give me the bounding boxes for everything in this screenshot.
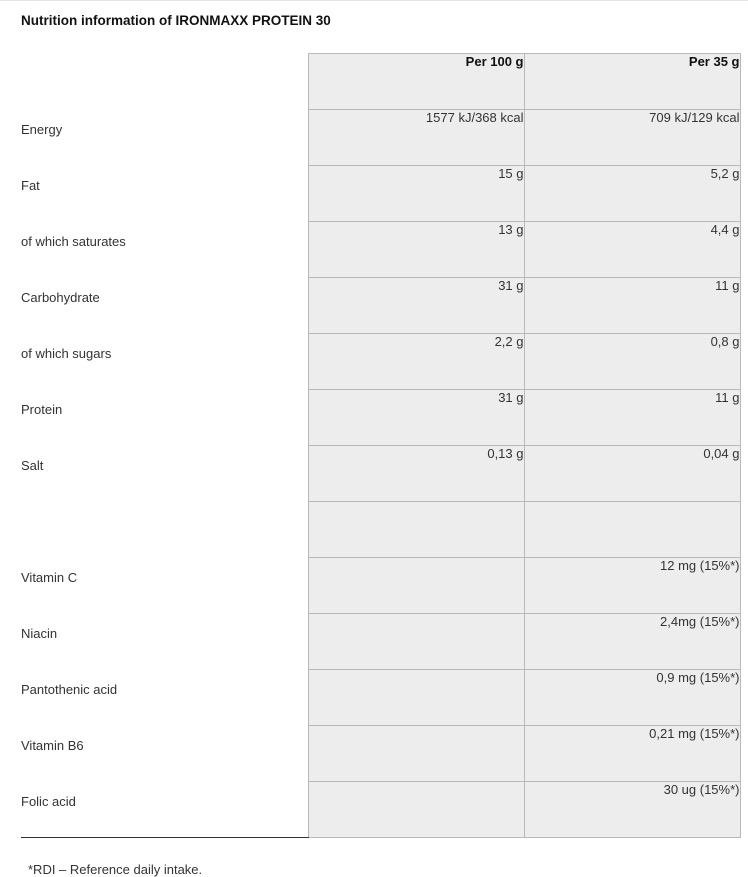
table-row [21, 670, 740, 726]
value-per-35g [524, 502, 740, 558]
value-per-100g: 1577 kJ/368 kcal [308, 110, 524, 166]
nutrient-label: of which sugars [21, 334, 308, 390]
nutrient-label: Niacin [21, 614, 308, 670]
header-per-35g: Per 35 g [524, 54, 740, 110]
table-row [21, 390, 740, 446]
value-per-35g: 0,9 mg (15%*) [524, 670, 740, 726]
nutrient-label: Carbohydrate [21, 278, 308, 334]
table-row [21, 502, 740, 558]
table-row [21, 614, 740, 670]
value-per-100g [308, 614, 524, 670]
value-per-100g [308, 670, 524, 726]
table-row [21, 110, 740, 166]
table-row [21, 166, 740, 222]
value-per-100g [308, 502, 524, 558]
value-per-100g [308, 726, 524, 782]
table-row [21, 222, 740, 278]
table-row [21, 446, 740, 502]
table-header-row [21, 54, 740, 110]
table-row [21, 558, 740, 614]
value-per-100g: 13 g [308, 222, 524, 278]
nutrient-label: Pantothenic acid [21, 670, 308, 726]
table-row [21, 726, 740, 782]
value-per-35g: 30 ug (15%*) [524, 782, 740, 838]
value-per-35g: 709 kJ/129 kcal [524, 110, 740, 166]
value-per-35g: 11 g [524, 390, 740, 446]
value-per-35g: 2,4mg (15%*) [524, 614, 740, 670]
table-row [21, 278, 740, 334]
value-per-35g: 11 g [524, 278, 740, 334]
nutrient-label: Folic acid [21, 782, 308, 838]
footnote: *RDI – Reference daily intake. [28, 862, 203, 877]
nutrient-label: Vitamin C [21, 558, 308, 614]
value-per-35g: 0,04 g [524, 446, 740, 502]
nutrient-label: Protein [21, 390, 308, 446]
value-per-35g: 5,2 g [524, 166, 740, 222]
value-per-100g: 0,13 g [308, 446, 524, 502]
value-per-35g: 4,4 g [524, 222, 740, 278]
nutrient-label [21, 502, 308, 558]
value-per-35g: 12 mg (15%*) [524, 558, 740, 614]
table-row [21, 782, 740, 838]
nutrient-label: Fat [21, 166, 308, 222]
value-per-35g: 0,8 g [524, 334, 740, 390]
value-per-100g: 15 g [308, 166, 524, 222]
table-row [21, 334, 740, 390]
header-blank-cell [21, 54, 308, 110]
value-per-100g [308, 782, 524, 838]
value-per-100g [308, 558, 524, 614]
nutrition-table [21, 53, 741, 838]
value-per-100g: 31 g [308, 390, 524, 446]
value-per-35g: 0,21 mg (15%*) [524, 726, 740, 782]
nutrient-label: Salt [21, 446, 308, 502]
value-per-100g: 2,2 g [308, 334, 524, 390]
top-divider [0, 0, 748, 1]
header-per-100g: Per 100 g [308, 54, 524, 110]
value-per-100g: 31 g [308, 278, 524, 334]
nutrient-label: Energy [21, 110, 308, 166]
nutrient-label: of which saturates [21, 222, 308, 278]
nutrient-label: Vitamin B6 [21, 726, 308, 782]
page-title: Nutrition information of IRONMAXX PROTEIN 30 [21, 13, 331, 28]
